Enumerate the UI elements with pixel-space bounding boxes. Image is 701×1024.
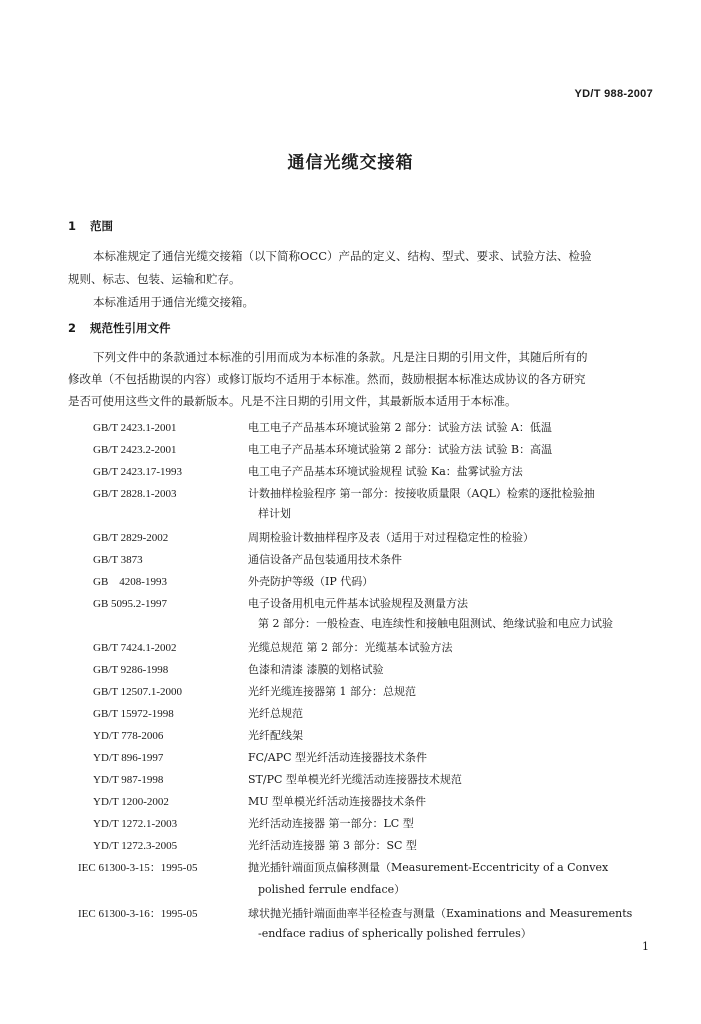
reference-code: YD/T 1272.1-2003: [93, 818, 178, 830]
reference-code: GB/T 15972-1998: [93, 708, 174, 720]
section-number: 1: [68, 219, 77, 233]
reference-item: [93, 417, 552, 439]
reference-title: 光纤配线架: [248, 729, 303, 742]
reference-item: [93, 791, 426, 813]
reference-code: GB/T 2423.17-1993: [93, 466, 183, 478]
section-title: 规范性引用文件: [90, 321, 171, 335]
reference-title: 光纤光缆连接器第 1 部分：总规范: [248, 685, 416, 698]
reference-title: 周期检验计数抽样程序及表（适用于对过程稳定性的检验）: [248, 531, 534, 544]
section-1-heading: [68, 218, 113, 234]
reference-code: YD/T 778-2006: [93, 730, 164, 742]
scope-line: 本标准规定了通信光缆交接箱（以下简称OCC）产品的定义、结构、型式、要求、试验方法、检验: [93, 249, 592, 263]
reference-title: 抛光插针端面顶点偏移测量（Measurement-Eccentricity of a Convex: [248, 861, 609, 874]
reference-code: IEC 61300-3-15：1995-05: [78, 862, 198, 874]
reference-title: 光纤活动连接器 第一部分：LC 型: [248, 817, 414, 830]
reference-item: [93, 659, 384, 681]
reference-title: 光缆总规范 第 2 部分：光缆基本试验方法: [248, 641, 453, 654]
reference-item: [78, 903, 632, 925]
reference-item: [93, 439, 552, 461]
reference-title: 外壳防护等级（IP 代码）: [248, 575, 374, 588]
reference-title: 电工电子产品基本环境试验第 2 部分：试验方法 试验 B：高温: [248, 443, 553, 456]
reference-title: 电工电子产品基本环境试验第 2 部分：试验方法 试验 A：低温: [248, 421, 552, 434]
reference-title: MU 型单模光纤活动连接器技术条件: [248, 795, 427, 808]
reference-title: 电子设备用机电元件基本试验规程及测量方法: [248, 597, 468, 610]
reference-item: [93, 637, 453, 659]
reference-item: [93, 593, 468, 615]
reference-item: [93, 725, 303, 747]
reference-title: 电工电子产品基本环境试验规程 试验 Ka：盐雾试验方法: [248, 465, 523, 478]
reference-continuation: -endface radius of spherically polished ferrules）: [258, 927, 532, 940]
scope-paragraph: [68, 245, 654, 314]
intro-line: 是否可使用这些文件的最新版本。凡是不注日期的引用文件，其最新版本适用于本标准。: [68, 394, 517, 408]
reference-title: 光纤活动连接器 第 3 部分：SC 型: [248, 839, 417, 852]
reference-title: 通信设备产品包装通用技术条件: [248, 553, 402, 566]
intro-line: 下列文件中的条款通过本标准的引用而成为本标准的条款。凡是注日期的引用文件，其随后所有的: [93, 350, 588, 364]
reference-item: [93, 747, 427, 769]
reference-code: GB/T 9286-1998: [93, 664, 169, 676]
reference-item: [93, 703, 303, 725]
reference-title: 计数抽样检验程序 第一部分：按接收质量限（AQL）检索的逐批检验抽: [248, 487, 595, 500]
section-title: 范围: [90, 219, 113, 233]
reference-item: [93, 483, 595, 505]
reference-title: 光纤总规范: [248, 707, 303, 720]
reference-code: YD/T 1272.3-2005: [93, 840, 178, 852]
section-number: 2: [68, 321, 77, 335]
reference-continuation: 样计划: [258, 507, 291, 520]
document-title: 通信光缆交接箱: [287, 153, 414, 173]
reference-item: [93, 769, 462, 791]
reference-code: GB/T 2423.1-2001: [93, 422, 177, 434]
reference-title: FC/APC 型光纤活动连接器技术条件: [248, 751, 428, 764]
reference-item: [93, 681, 416, 703]
reference-code: GB/T 2828.1-2003: [93, 488, 177, 500]
reference-item: [93, 571, 373, 593]
reference-title: 球状抛光插针端面曲率半径检查与测量（Examinations and Measurements: [248, 907, 633, 920]
reference-code: GB/T 2423.2-2001: [93, 444, 177, 456]
reference-code: GB/T 7424.1-2002: [93, 642, 177, 654]
reference-continuation: polished ferrule endface）: [258, 883, 406, 896]
reference-code: GB/T 2829-2002: [93, 532, 169, 544]
scope-line: 规则、标志、包装、运输和贮存。: [68, 272, 241, 286]
reference-code: IEC 61300-3-16：1995-05: [78, 908, 198, 920]
reference-title: 色漆和清漆 漆膜的划格试验: [248, 663, 384, 676]
page-number: 1: [642, 940, 649, 953]
intro-line: 修改单（不包括勘误的内容）或修订版均不适用于本标准。然而，鼓励根据本标准达成协议的各方研究: [68, 372, 586, 386]
reference-item: [93, 813, 414, 835]
header-code: YD/T 988-2007: [574, 88, 653, 100]
reference-code: YD/T 1200-2002: [93, 796, 169, 808]
scope-line: 本标准适用于通信光缆交接箱。: [93, 295, 254, 309]
reference-item: [93, 549, 402, 571]
reference-code: GB 4208-1993: [93, 576, 167, 588]
reference-code: YD/T 987-1998: [93, 774, 164, 786]
reference-item: [93, 527, 534, 549]
reference-continuation: 第 2 部分：一般检查、电连续性和接触电阻测试、绝缘试验和电应力试验: [258, 617, 613, 630]
reference-item: [93, 461, 523, 483]
reference-code: GB 5095.2-1997: [93, 598, 167, 610]
section-2-heading: [68, 320, 171, 336]
reference-item: [78, 857, 608, 879]
reference-code: GB/T 12507.1-2000: [93, 686, 183, 698]
reference-code: YD/T 896-1997: [93, 752, 164, 764]
reference-title: ST/PC 型单模光纤光缆活动连接器技术规范: [248, 773, 462, 786]
references-intro: [68, 346, 654, 412]
reference-item: [93, 835, 417, 857]
reference-code: GB/T 3873: [93, 554, 143, 566]
